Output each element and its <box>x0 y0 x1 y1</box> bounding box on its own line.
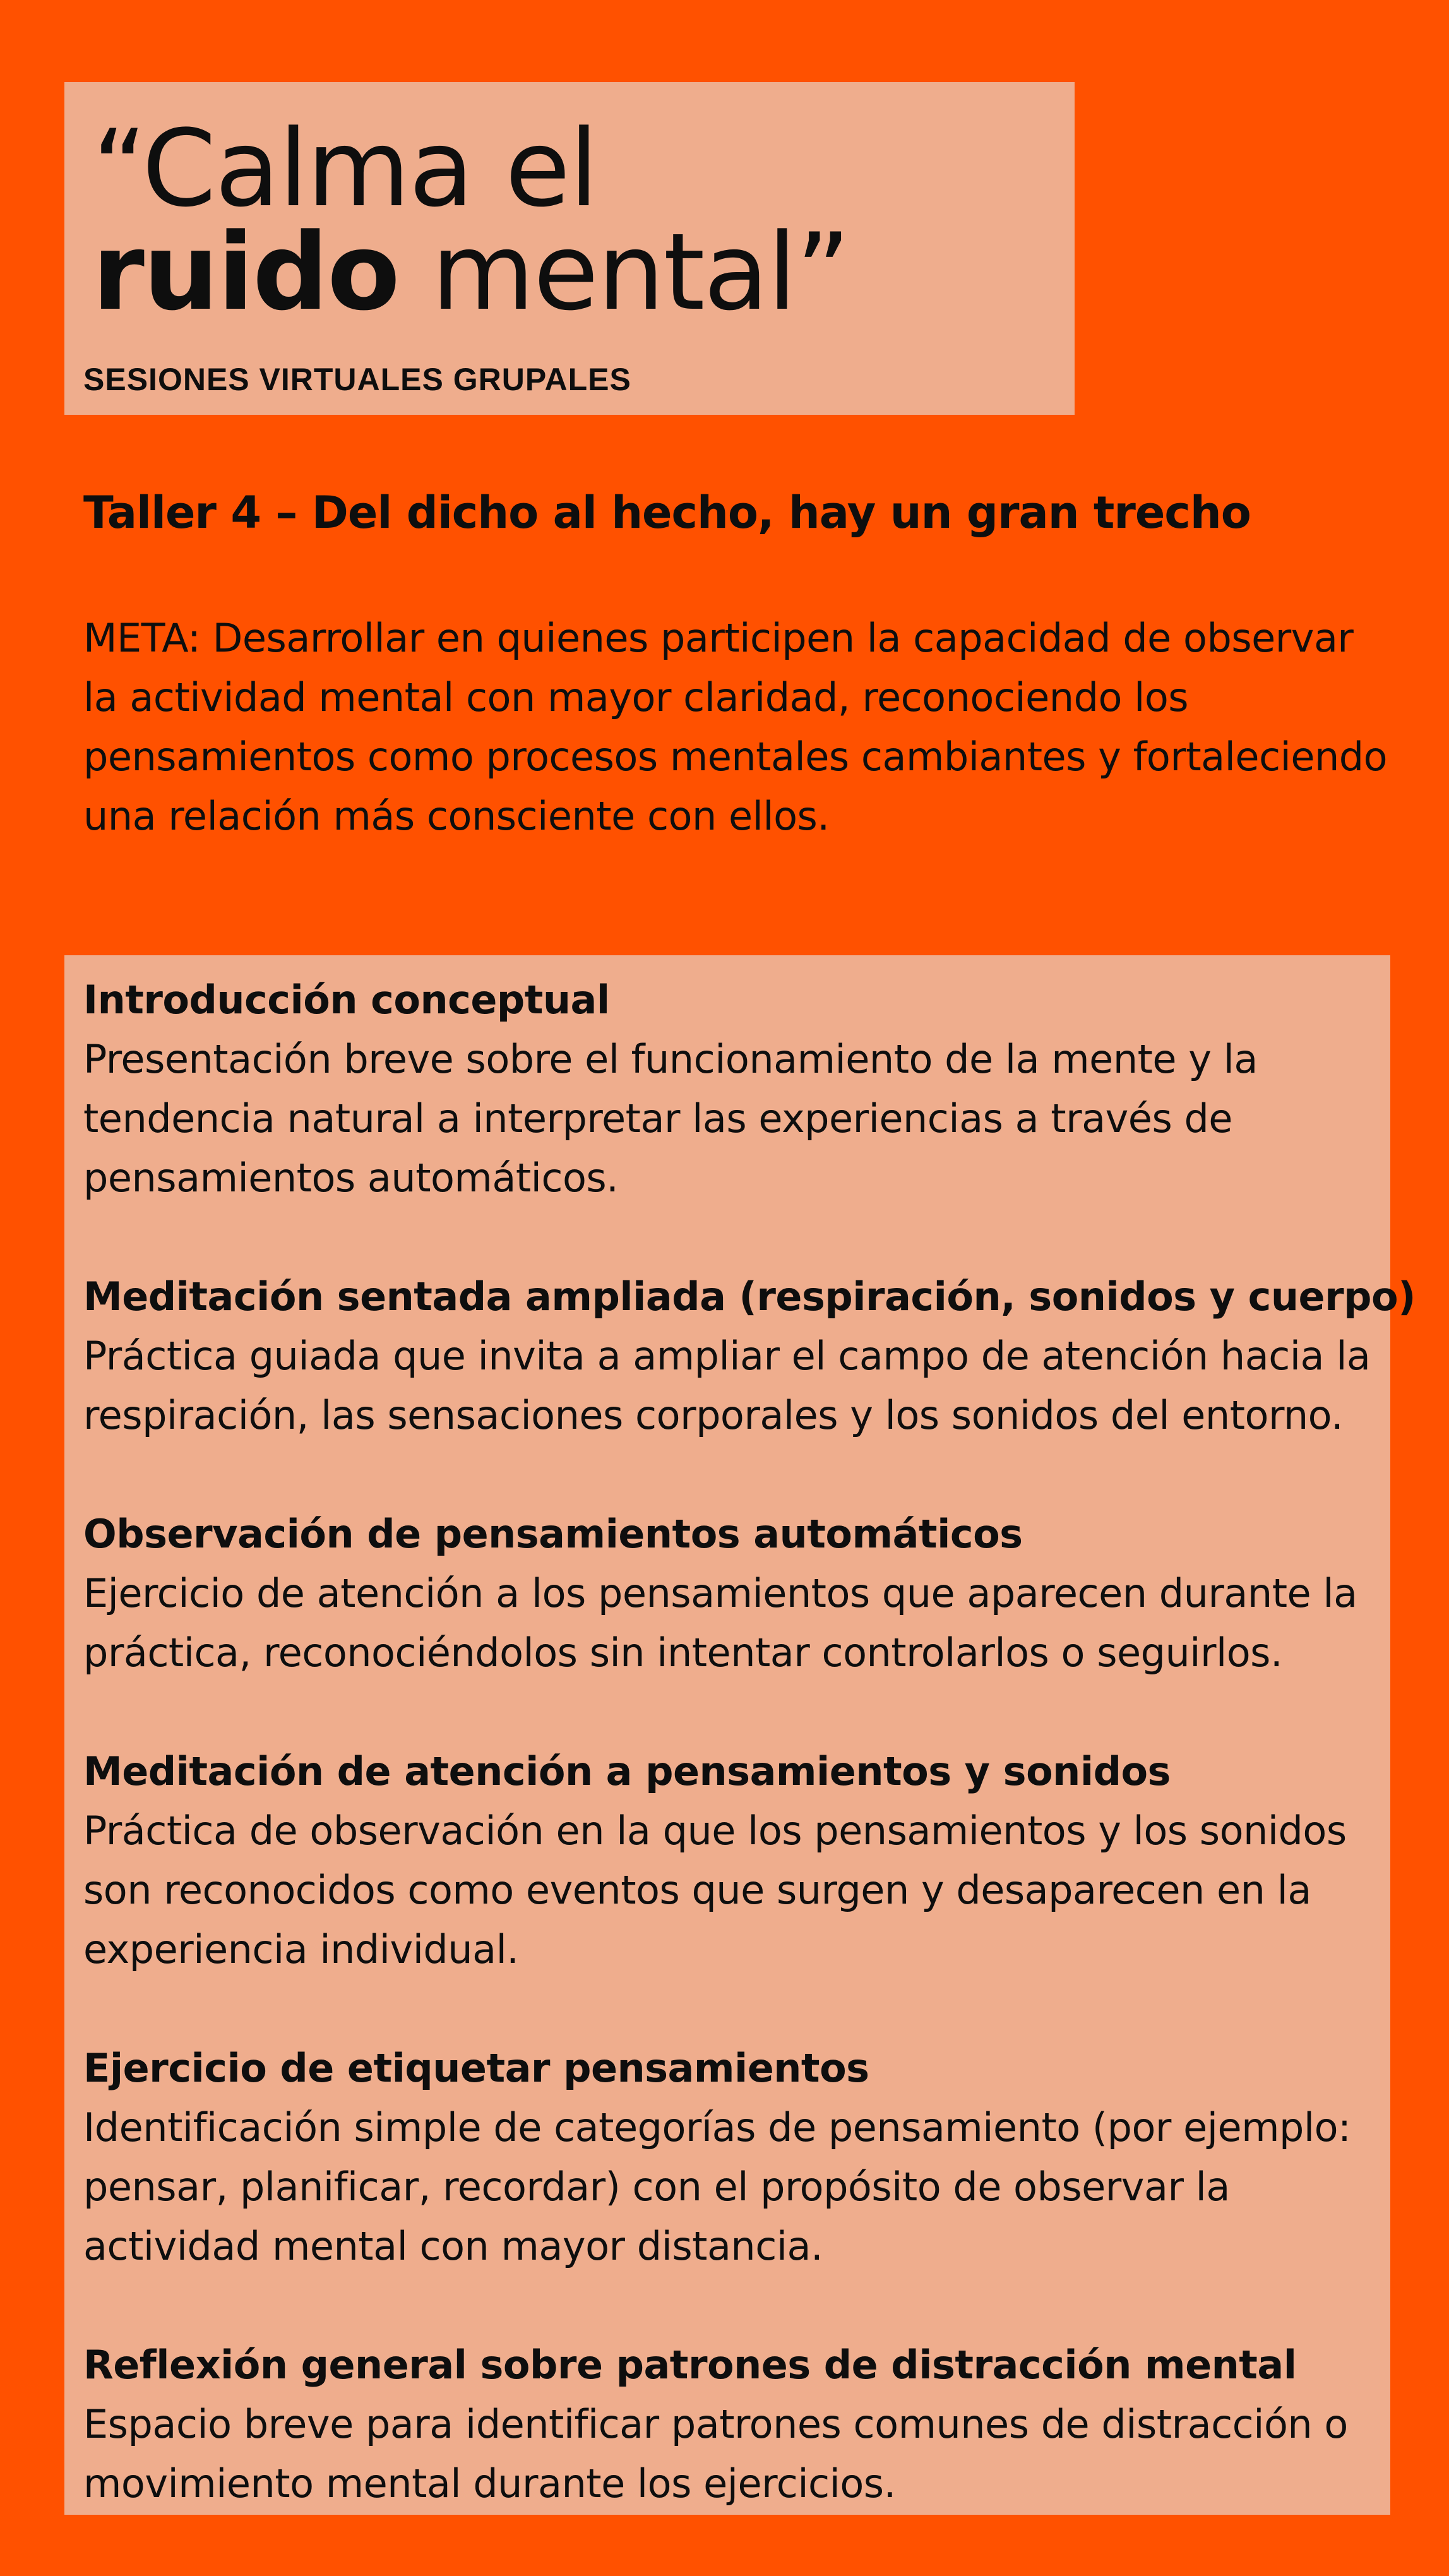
agenda-item <box>83 970 1371 1208</box>
agenda-item-description: Práctica de observación en la que los pensamientos y los sonidos son reconocidos como eventos que surgen y desaparecen en la experiencia individual. <box>83 1808 1347 1972</box>
agenda-item <box>83 1267 1416 1445</box>
agenda-item <box>83 1742 1371 1979</box>
agenda-item-heading: Ejercicio de etiquetar pensamientos <box>83 2045 869 2091</box>
agenda-item-heading: Introducción conceptual <box>83 977 610 1023</box>
page-title <box>92 107 850 334</box>
agenda-item-description: Identificación simple de categorías de pensamiento (por ejemplo: pensar, planificar, recordar) con el propósito de observar la actividad mental con mayor distancia. <box>83 2104 1351 2269</box>
title-line-1: “Calma el <box>92 107 598 230</box>
agenda-item-description: Ejercicio de atención a los pensamientos que aparecen durante la práctica, reconociéndolos sin intentar controlarlos o seguirlos. <box>83 1570 1357 1676</box>
agenda-panel <box>64 955 1416 2515</box>
agenda-item-description: Práctica guiada que invita a ampliar el campo de atención hacia la respiración, las sensaciones corporales y los sonidos del entorno. <box>83 1333 1371 1438</box>
agenda-item-description: Espacio breve para identificar patrones comunes de distracción o movimiento mental durante los ejercicios. <box>83 2401 1348 2507</box>
workshop-goal: META: Desarrollar en quienes participen la capacidad de observar la actividad mental con mayor claridad, reconociendo los pensamientos como procesos mentales cambiantes y fortaleciendo una relación más consciente con ellos. <box>83 615 1388 839</box>
agenda-item-heading: Reflexión general sobre patrones de distracción mental <box>83 2342 1297 2388</box>
workshop-title: Taller 4 – Del dicho al hecho, hay un gran trecho <box>83 487 1251 539</box>
subtitle: SESIONES VIRTUALES GRUPALES <box>83 362 631 397</box>
agenda-item <box>83 1505 1371 1683</box>
agenda-item <box>83 2039 1371 2276</box>
agenda-item-heading: Meditación sentada ampliada (respiración, sonidos y cuerpo) <box>83 1273 1416 1320</box>
agenda-item-description: Presentación breve sobre el funcionamiento de la mente y la tendencia natural a interpretar las experiencias a través de pensamientos automáticos. <box>83 1036 1258 1201</box>
agenda-item-heading: Meditación de atención a pensamientos y sonidos <box>83 1748 1171 1794</box>
title-bold-word: ruido <box>92 210 399 334</box>
title-rest: mental” <box>398 210 850 334</box>
agenda-item-heading: Observación de pensamientos automáticos <box>83 1511 1023 1557</box>
agenda-item <box>83 2335 1371 2513</box>
title-panel <box>64 82 1075 415</box>
